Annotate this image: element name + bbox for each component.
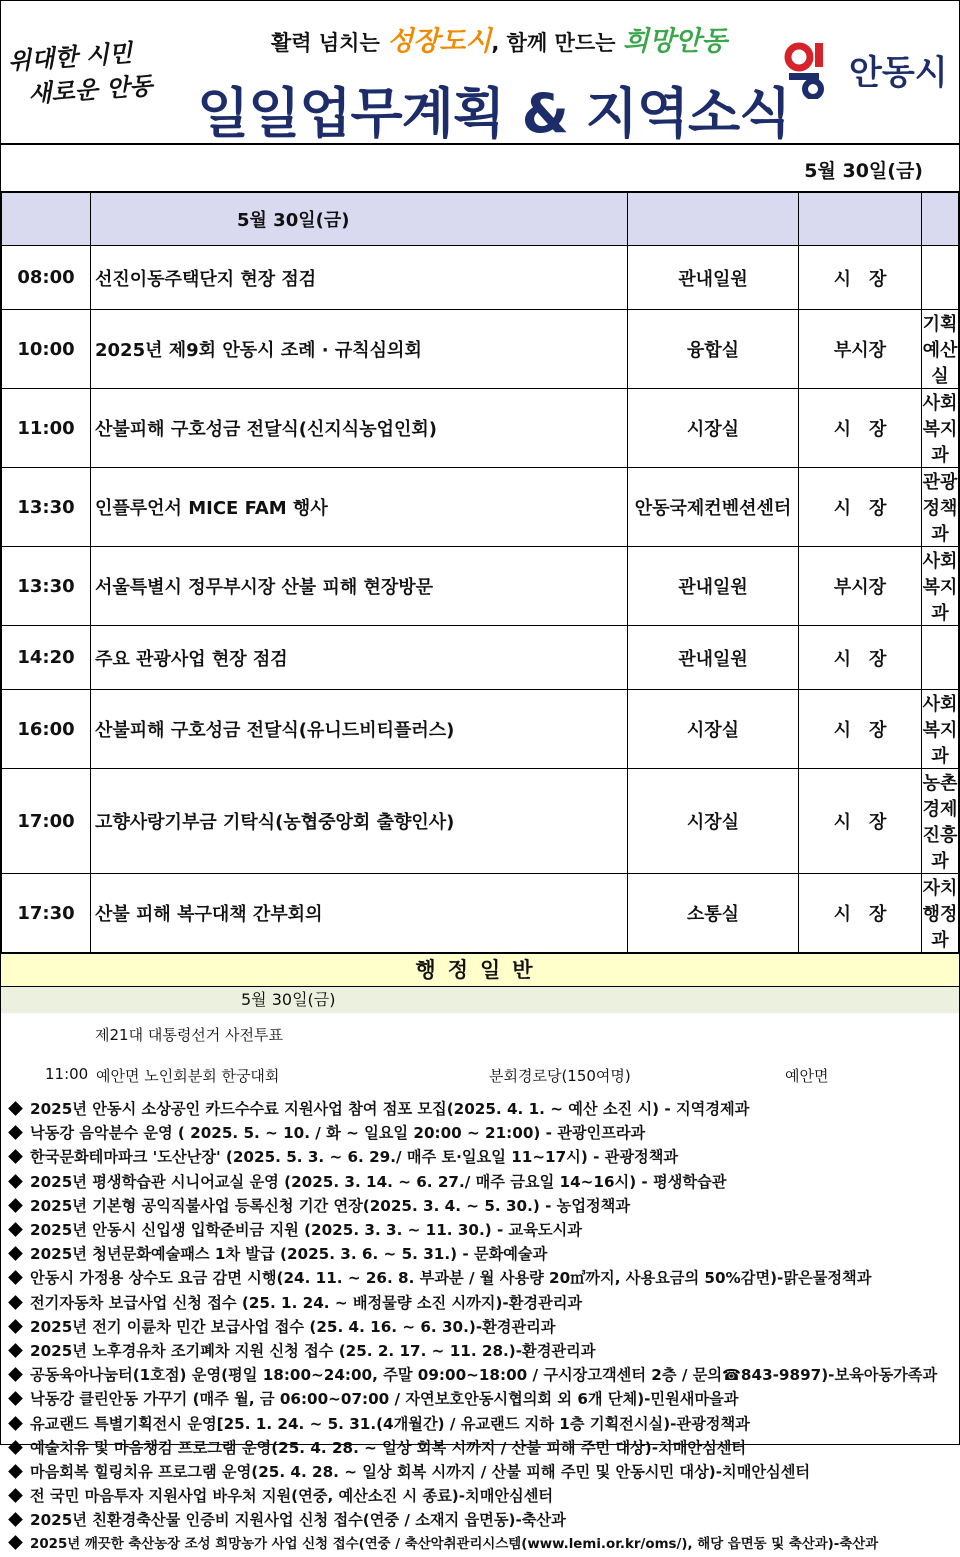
schedule-row xyxy=(2,690,959,769)
logo-text: 안동시 xyxy=(849,52,948,93)
notice-text: 예술치유 및 마음챙김 프로그램 운영(25. 4. 28. ~ 일상 회복 시까지 / 산불 피해 주민 대상)-치매안심센터 xyxy=(30,1438,747,1457)
schedule-table xyxy=(1,192,959,953)
header-cell-dept xyxy=(922,193,959,246)
schedule-place: 시장실 xyxy=(628,389,799,468)
notice-text: 2025년 기본형 공익직불사업 등록신청 기간 연장(2025. 3. 4. ~ 5. 30.) - 농업정책과 xyxy=(30,1196,631,1215)
notice-text: 2025년 친환경축산물 인증비 지원사업 신청 접수(연중 / 소재지 읍면동)-축산과 xyxy=(30,1511,566,1530)
notice-item xyxy=(5,1291,955,1315)
notice-item xyxy=(5,1242,955,1266)
diamond-bullet-icon xyxy=(8,1295,23,1310)
notice-item xyxy=(5,1218,955,1242)
notice-text: 낙동강 클린안동 가꾸기 (매주 월, 금 06:00~07:00 / 자연보호안동시협의회 외 6개 단체)-민원새마을과 xyxy=(30,1390,739,1409)
schedule-row xyxy=(2,310,959,389)
diamond-bullet-icon xyxy=(8,1513,23,1528)
schedule-attendee: 시 장 xyxy=(799,389,922,468)
notice-text: 2025년 깨끗한 축산농장 조성 희망농가 사업 신청 접수(연중 / 축산악취관리시스템(www.lemi.or.kr/oms/), 해당 읍면동 및 축산과)-축산과 xyxy=(30,1536,879,1552)
notice-text: 공동육아나눔터(1호점) 운영(평일 18:00~24:00, 주말 09:00~18:00 / 구시장고객센터 2층 / 문의☎843-9897)-보육아동가족과 xyxy=(30,1366,938,1385)
diamond-bullet-icon xyxy=(8,1271,23,1286)
admin-item-title: 제21대 대통령선거 사전투표 xyxy=(95,1026,284,1044)
notice-item xyxy=(5,1508,955,1532)
diamond-bullet-icon xyxy=(8,1367,23,1382)
admin-date: 5월 30일(금) xyxy=(1,987,959,1013)
notice-text: 2025년 전기 이륜차 민간 보급사업 접수 (25. 4. 16. ~ 6. 30.)-환경관리과 xyxy=(30,1317,556,1336)
slogan-top-highlight-2: 희망안동 xyxy=(622,26,728,57)
slogan-top-highlight-1: 성장도시 xyxy=(387,26,492,57)
schedule-title: 산불피해 구호성금 전달식(신지식농업인회) xyxy=(91,389,628,468)
slogan-left-line1: 위대한 시민 xyxy=(7,38,133,76)
schedule-dept: 사회복지과 xyxy=(922,690,959,769)
notice-item xyxy=(5,1533,955,1557)
notice-item xyxy=(5,1145,955,1169)
notice-item xyxy=(5,1436,955,1460)
schedule-attendee: 시 장 xyxy=(799,874,922,953)
admin-event-dept: 예안면 xyxy=(785,1067,829,1085)
notice-text: 2025년 청년문화예술패스 1차 발급 (2025. 3. 6. ~ 5. 31.) - 문화예술과 xyxy=(30,1245,548,1264)
schedule-title: 주요 관광사업 현장 점검 xyxy=(91,626,628,690)
schedule-title: 인플루언서 MICE FAM 행사 xyxy=(91,468,628,547)
schedule-title: 2025년 제9회 안동시 조례 · 규칙심의회 xyxy=(91,310,628,389)
schedule-dept: 기획예산실 xyxy=(922,310,959,389)
diamond-bullet-icon xyxy=(8,1150,23,1165)
schedule-dept xyxy=(922,626,959,690)
schedule-place: 관내일원 xyxy=(628,626,799,690)
header-cell-attendee xyxy=(799,193,922,246)
report-date: 5월 30일(금) xyxy=(804,160,923,182)
schedule-place: 관내일원 xyxy=(628,547,799,626)
admin-event-time: 11:00 xyxy=(45,1065,89,1083)
slogan-top xyxy=(271,19,727,58)
schedule-time: 14:20 xyxy=(2,626,91,690)
notice-item xyxy=(5,1170,955,1194)
schedule-time: 17:30 xyxy=(2,874,91,953)
schedule-row xyxy=(2,547,959,626)
schedule-place: 융합실 xyxy=(628,310,799,389)
schedule-row xyxy=(2,246,959,310)
diamond-bullet-icon xyxy=(8,1222,23,1237)
schedule-attendee: 부시장 xyxy=(799,310,922,389)
city-logo xyxy=(783,39,948,99)
slogan-left xyxy=(7,34,171,113)
notice-text: 낙동강 음악분수 운영 ( 2025. 5. ~ 10. / 화 ~ 일요일 20:00 ~ 21:00) - 관광인프라과 xyxy=(30,1124,646,1143)
notice-item xyxy=(5,1121,955,1145)
schedule-place: 관내일원 xyxy=(628,246,799,310)
admin-event-row xyxy=(1,1057,959,1097)
schedule-time: 16:00 xyxy=(2,690,91,769)
schedule-place: 시장실 xyxy=(628,690,799,769)
schedule-attendee: 시 장 xyxy=(799,468,922,547)
schedule-dept: 자치행정과 xyxy=(922,874,959,953)
schedule-time: 11:00 xyxy=(2,389,91,468)
admin-event-place: 분회경로당(150여명) xyxy=(489,1067,631,1085)
schedule-time: 13:30 xyxy=(2,468,91,547)
schedule-time: 10:00 xyxy=(2,310,91,389)
schedule-place: 시장실 xyxy=(628,769,799,874)
header-cell-place xyxy=(628,193,799,246)
diamond-bullet-icon xyxy=(8,1174,23,1189)
schedule-dept: 사회복지과 xyxy=(922,389,959,468)
diamond-bullet-icon xyxy=(8,1440,23,1455)
notice-text: 안동시 가정용 상수도 요금 감면 시행(24. 11. ~ 26. 8. 부과분 / 월 사용량 20㎥까지, 사용요금의 50%감면)-맑은물정책과 xyxy=(30,1269,872,1288)
notice-text: 2025년 안동시 신입생 입학준비금 지원 (2025. 3. 3. ~ 11. 30.) - 교육도시과 xyxy=(30,1221,582,1240)
diamond-bullet-icon xyxy=(8,1343,23,1358)
diamond-bullet-icon xyxy=(8,1416,23,1431)
schedule-dept: 관광정책과 xyxy=(922,468,959,547)
schedule-dept: 사회복지과 xyxy=(922,547,959,626)
notice-text: 2025년 평생학습관 시니어교실 운영 (2025. 3. 14. ~ 6. 27./ 매주 금요일 14~16시) - 평생학습관 xyxy=(30,1172,727,1191)
page-title: 일일업무계획 & 지역소식 xyxy=(197,82,791,145)
schedule-dept: 농촌경제진흥과 xyxy=(922,769,959,874)
notice-text: 2025년 안동시 소상공인 카드수수료 지원사업 참여 점포 모집(2025. 4. 1. ~ 예산 소진 시) - 지역경제과 xyxy=(30,1100,750,1118)
notice-text: 한국문화테마파크 '도산난장' (2025. 5. 3. ~ 6. 29./ 매주 토·일요일 11~17시) - 관광정책과 xyxy=(30,1148,679,1167)
date-line xyxy=(1,145,959,192)
diamond-bullet-icon xyxy=(8,1101,23,1116)
diamond-bullet-icon xyxy=(8,1535,23,1550)
notice-item xyxy=(5,1315,955,1339)
schedule-row xyxy=(2,468,959,547)
diamond-bullet-icon xyxy=(8,1319,23,1334)
schedule-attendee: 시 장 xyxy=(799,690,922,769)
header-cell-date xyxy=(91,193,628,246)
schedule-row xyxy=(2,769,959,874)
schedule-title: 산불 피해 복구대책 간부회의 xyxy=(91,874,628,953)
schedule-attendee: 시 장 xyxy=(799,769,922,874)
admin-event-title: 예안면 노인회분회 한궁대회 xyxy=(96,1067,280,1085)
admin-heading: 행정일반 xyxy=(1,953,959,987)
schedule-header-row xyxy=(2,193,959,246)
schedule-date-label: 5월 30일(금) xyxy=(237,210,350,231)
schedule-row xyxy=(2,874,959,953)
schedule-title: 선진이동주택단지 현장 점검 xyxy=(91,246,628,310)
diamond-bullet-icon xyxy=(8,1246,23,1261)
diamond-bullet-icon xyxy=(8,1392,23,1407)
schedule-attendee: 부시장 xyxy=(799,547,922,626)
schedule-row xyxy=(2,389,959,468)
schedule-title: 산불피해 구호성금 전달식(유니드비티플러스) xyxy=(91,690,628,769)
diamond-bullet-icon xyxy=(8,1198,23,1213)
schedule-title: 고향사랑기부금 기탁식(농협중앙회 출향인사) xyxy=(91,769,628,874)
notice-item xyxy=(5,1194,955,1218)
notice-text: 2025년 노후경유차 조기폐차 지원 신청 접수 (25. 2. 17. ~ 11. 28.)-환경관리과 xyxy=(30,1342,596,1361)
schedule-time: 17:00 xyxy=(2,769,91,874)
notice-item xyxy=(5,1339,955,1363)
notice-item xyxy=(5,1412,955,1436)
schedule-body xyxy=(2,246,959,953)
diamond-bullet-icon xyxy=(8,1464,23,1479)
notice-text: 전 국민 마음투자 지원사업 바우처 지원(연중, 예산소진 시 종료)-치매안심센터 xyxy=(30,1487,554,1506)
andong-logo-icon xyxy=(783,39,843,99)
notice-text: 유교랜드 특별기획전시 운영[25. 1. 24. ~ 5. 31.(4개월간) / 유교랜드 지하 1층 기획전시실)-관광정책과 xyxy=(30,1414,750,1433)
schedule-place: 소통실 xyxy=(628,874,799,953)
notice-item xyxy=(5,1097,955,1121)
schedule-place: 안동국제컨벤션센터 xyxy=(628,468,799,547)
notice-text: 마음회복 힐링치유 프로그램 운영(25. 4. 28. ~ 일상 회복 시까지 / 산불 피해 주민 및 안동시민 대상)-치매안심센터 xyxy=(30,1463,811,1482)
schedule-attendee: 시 장 xyxy=(799,246,922,310)
slogan-top-mid: , 함께 만드는 xyxy=(491,31,623,55)
schedule-title: 서울특별시 정무부시장 산불 피해 현장방문 xyxy=(91,547,628,626)
notice-list xyxy=(1,1097,959,1557)
header xyxy=(1,1,959,145)
schedule-dept xyxy=(922,246,959,310)
notice-item xyxy=(5,1266,955,1290)
slogan-top-pre: 활력 넘치는 xyxy=(271,31,388,55)
diamond-bullet-icon xyxy=(8,1488,23,1503)
slogan-left-line2: 새로운 안동 xyxy=(27,71,154,109)
header-cell-time xyxy=(2,193,91,246)
schedule-time: 08:00 xyxy=(2,246,91,310)
schedule-row xyxy=(2,626,959,690)
notice-text: 전기자동차 보급사업 신청 접수 (25. 1. 24. ~ 배정물량 소진 시까지)-환경관리과 xyxy=(30,1293,583,1312)
notice-item xyxy=(5,1363,955,1387)
diamond-bullet-icon xyxy=(8,1125,23,1140)
schedule-attendee: 시 장 xyxy=(799,626,922,690)
notice-item xyxy=(5,1387,955,1411)
notice-item xyxy=(5,1484,955,1508)
schedule-time: 13:30 xyxy=(2,547,91,626)
notice-item xyxy=(5,1460,955,1484)
